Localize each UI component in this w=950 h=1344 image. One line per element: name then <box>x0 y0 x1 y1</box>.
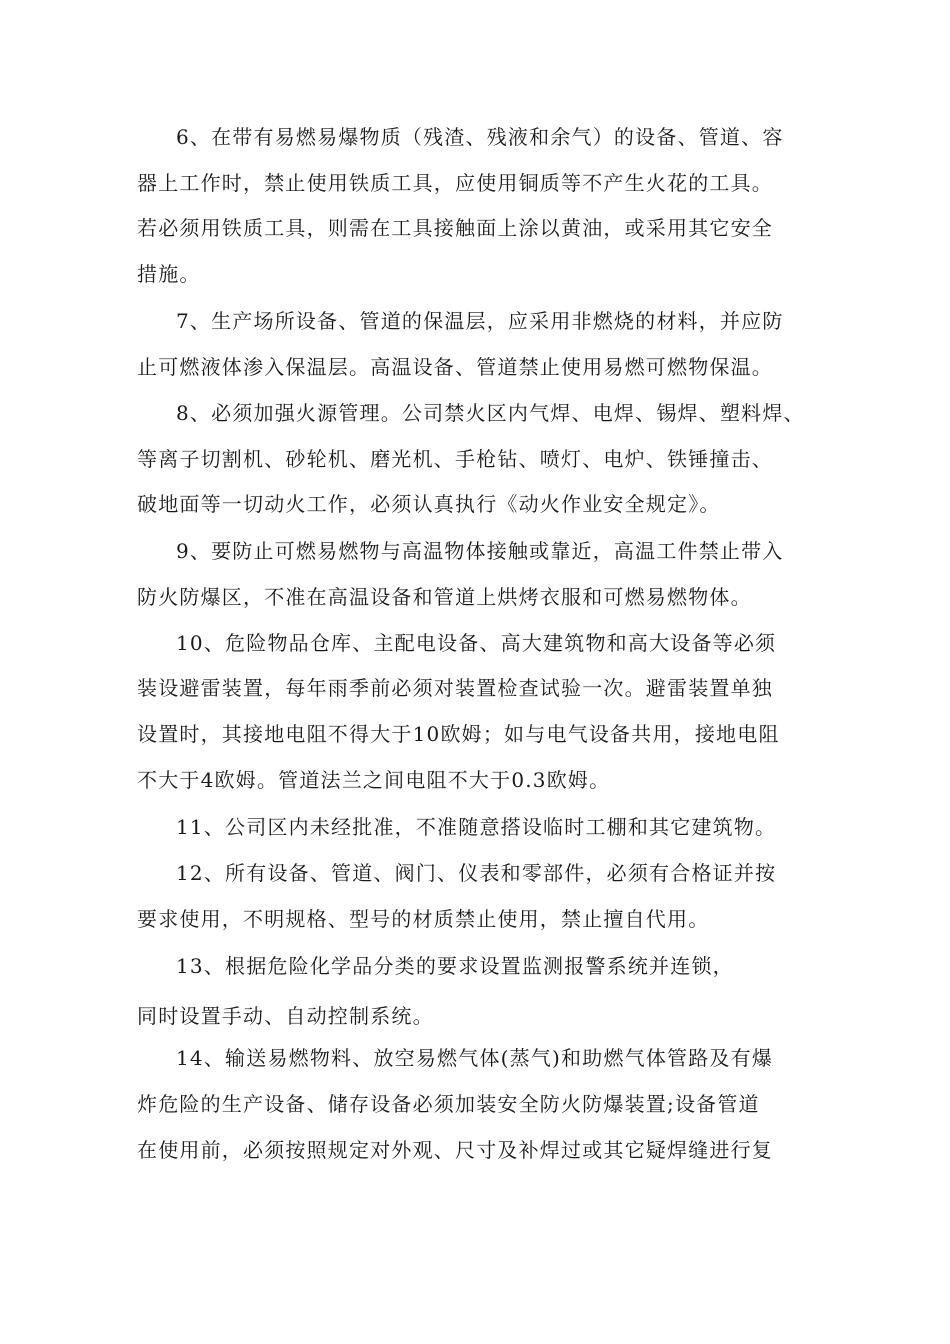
text-line-21: 14、输送易燃物料、放空易燃气体(蒸气)和助燃气体管路及有爆 <box>176 1046 774 1070</box>
text-line-18: 要求使用，不明规格、型号的材质禁止使用，禁止擅自代用。 <box>137 907 710 931</box>
text-line-6: 止可燃液体渗入保温层。高温设备、管道禁止使用易燃可燃物保温。 <box>137 355 773 379</box>
text-line-10: 9、要防止可燃易燃物与高温物体接触或靠近，高温工件禁止带入 <box>176 539 784 563</box>
text-line-3: 若必须用铁质工具，则需在工具接触面上涂以黄油，或采用其它安全 <box>137 216 773 240</box>
text-line-4: 措施。 <box>137 262 201 286</box>
text-line-23: 在使用前，必须按照规定对外观、尺寸及补焊过或其它疑焊缝进行复 <box>137 1138 773 1162</box>
text-line-7: 8、必须加强火源管理。公司禁火区内气焊、电焊、锡焊、塑料焊、 <box>176 401 805 425</box>
text-line-9: 破地面等一切动火工作，必须认真执行《动火作业安全规定》。 <box>137 492 721 516</box>
text-line-15: 不大于4欧姆。管道法兰之间电阻不大于0.3欧姆。 <box>137 768 611 792</box>
text-line-14: 设置时，其接地电阻不得大于10欧姆；如与电气设备共用，接地电阻 <box>137 722 780 746</box>
text-line-17: 12、所有设备、管道、阀门、仪表和零部件，必须有合格证并按 <box>176 861 777 885</box>
text-line-12: 10、危险物品仓库、主配电设备、高大建筑物和高大设备等必须 <box>176 631 777 655</box>
text-line-11: 防火防爆区，不准在高温设备和管道上烘烤衣服和可燃易燃物体。 <box>137 585 752 609</box>
text-line-16: 11、公司区内未经批准，不准随意搭设临时工棚和其它建筑物。 <box>176 815 777 839</box>
text-line-5: 7、生产场所设备、管道的保温层，应采用非燃烧的材料，并应防 <box>176 309 784 333</box>
text-line-20: 同时设置手动、自动控制系统。 <box>137 1004 434 1028</box>
text-line-22: 炸危险的生产设备、储存设备必须加装安全防火防爆装置;设备管道 <box>137 1092 760 1116</box>
text-line-13: 装设避雷装置，每年雨季前必须对装置检查试验一次。避雷装置单独 <box>137 676 773 700</box>
text-line-2: 器上工作时，禁止使用铁质工具，应使用铜质等不产生火花的工具。 <box>137 171 773 195</box>
text-line-19: 13、根据危险化学品分类的要求设置监测报警系统并连锁， <box>176 954 734 978</box>
text-line-8: 等离子切割机、砂轮机、磨光机、手枪钻、喷灯、电炉、铁锤撞击、 <box>137 447 773 471</box>
text-line-1: 6、在带有易燃易爆物质（残渣、残液和余气）的设备、管道、容 <box>176 125 784 149</box>
